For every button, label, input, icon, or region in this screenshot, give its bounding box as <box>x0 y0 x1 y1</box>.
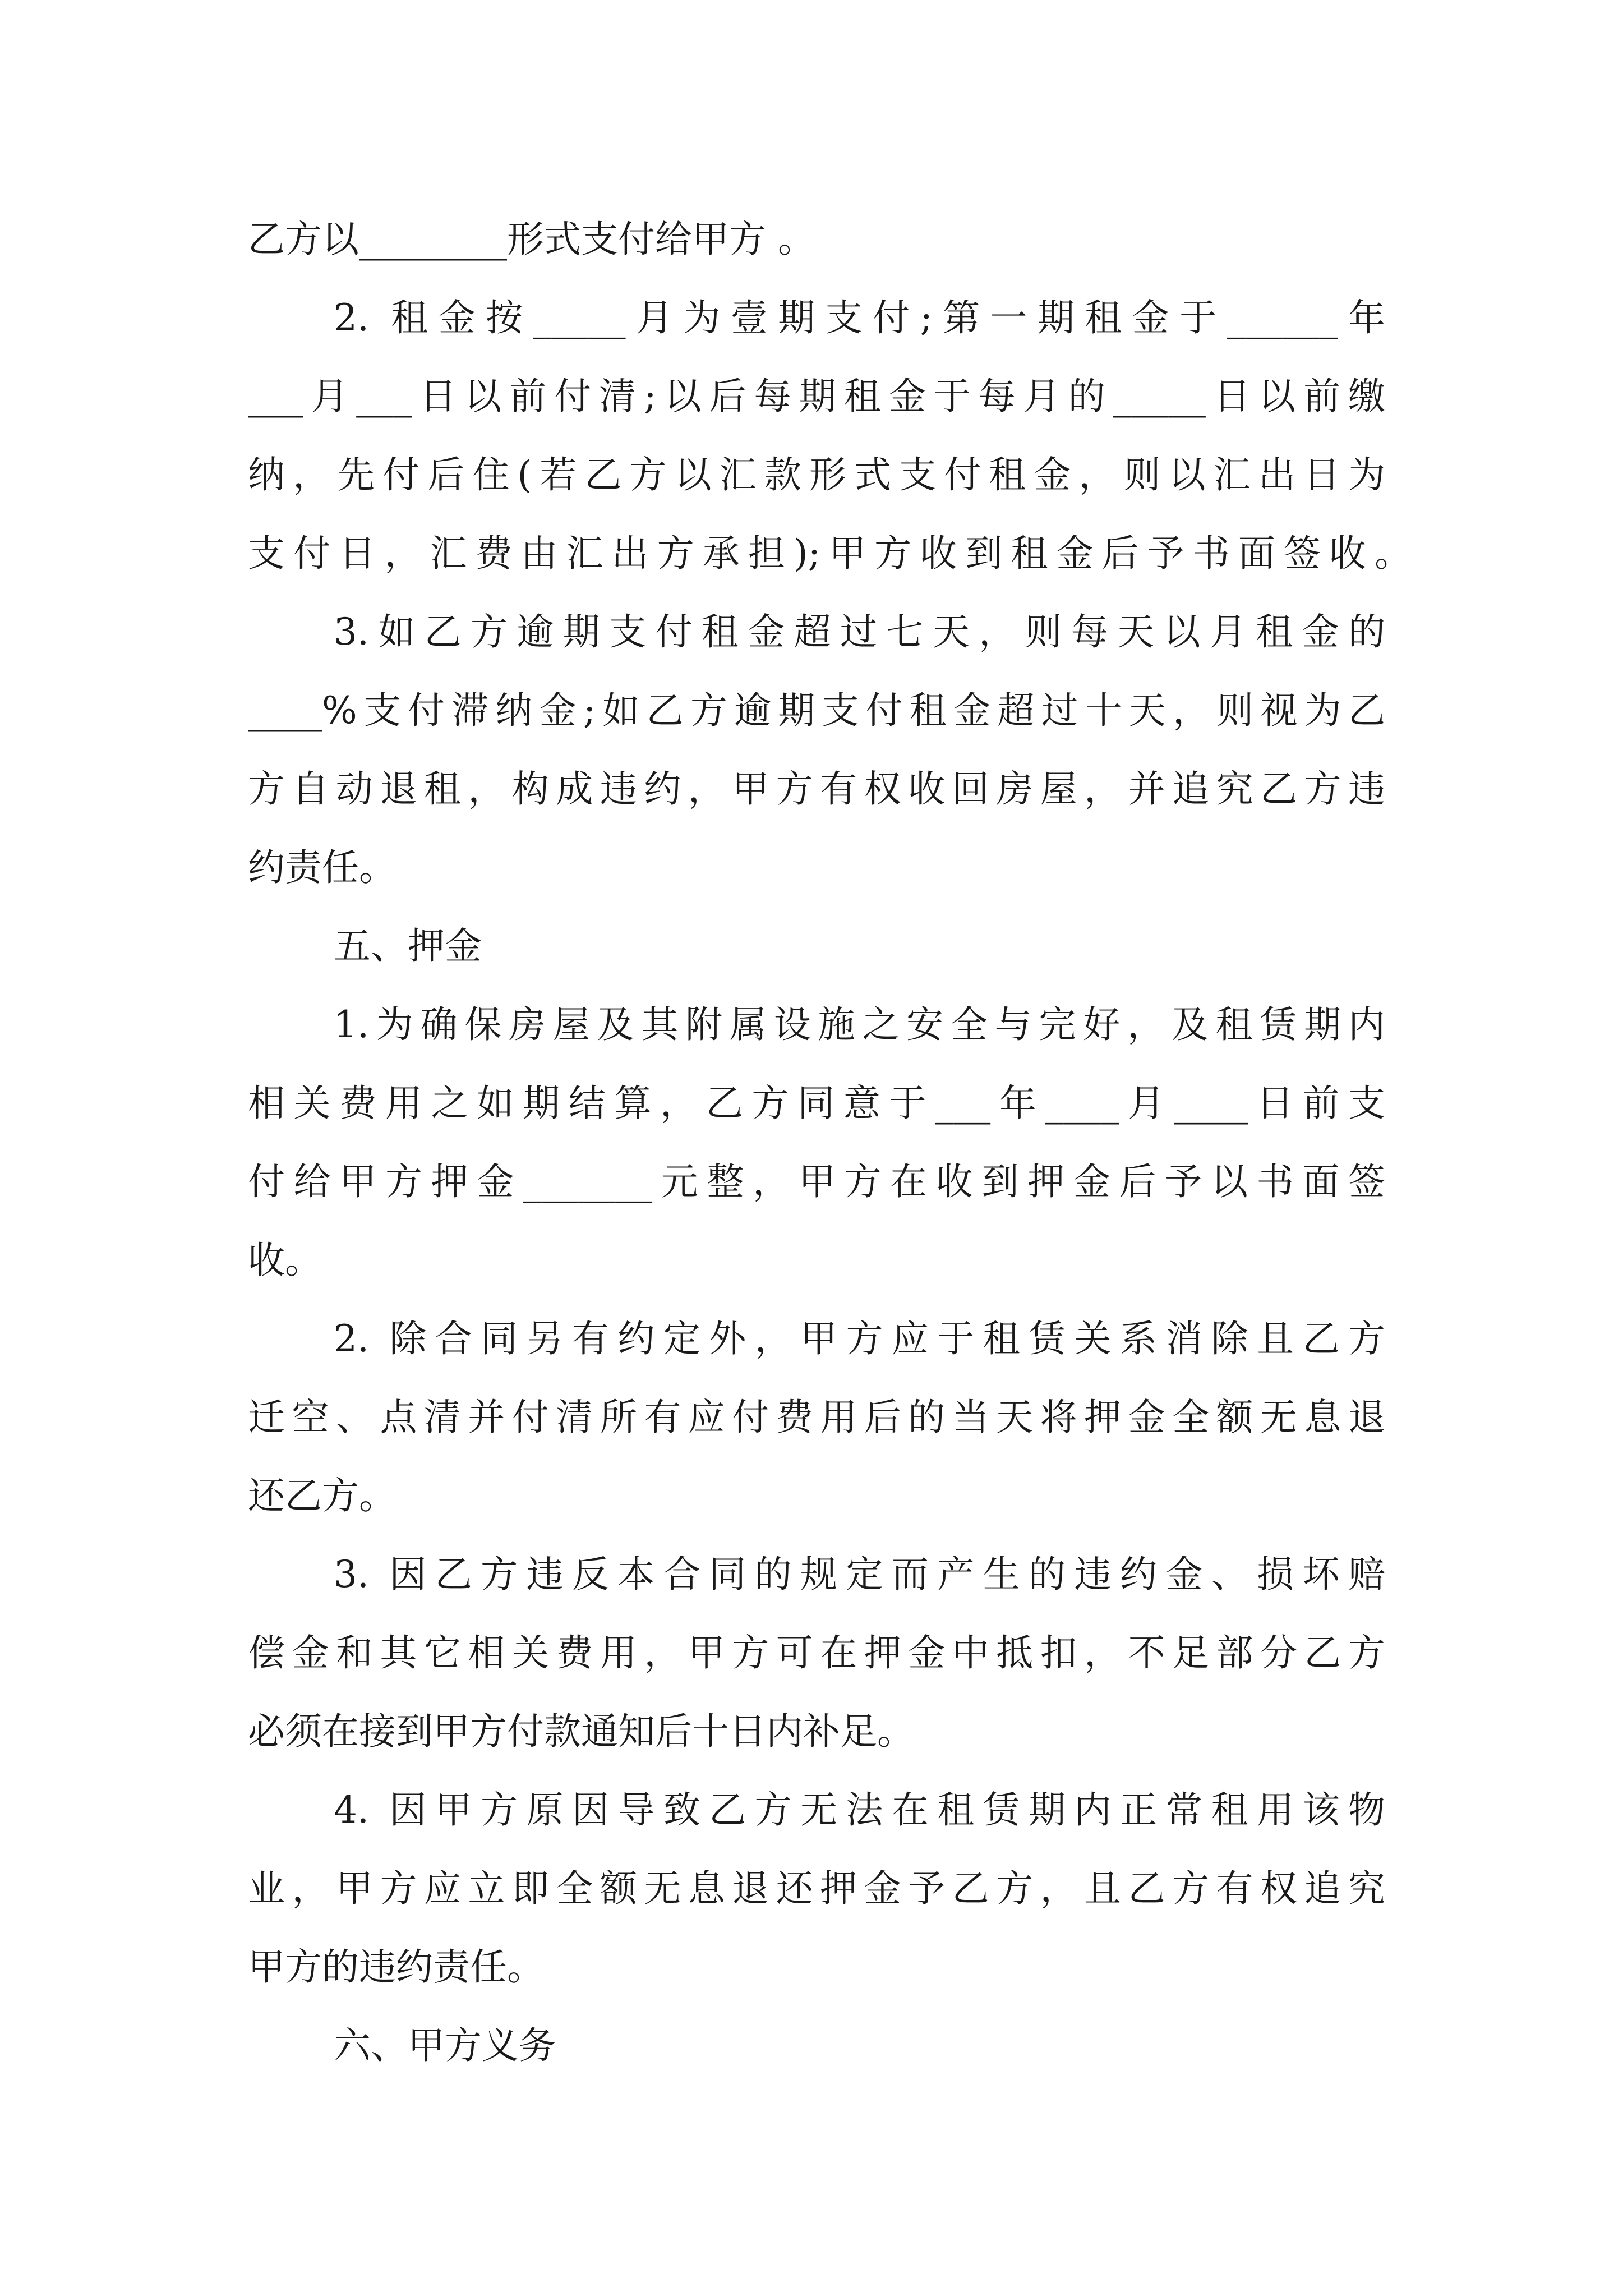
text-line: 约责任。 <box>248 846 396 889</box>
text-line: 支付日，汇费由汇出方承担);甲方收到租金后予书面签收。 <box>248 532 1412 575</box>
text-line: 还乙方。 <box>248 1474 396 1517</box>
text-line: 2. 租金按_____月为壹期支付;第一期租金于______年 <box>334 296 1385 339</box>
text-line: 收。 <box>248 1239 322 1282</box>
text-line: 付给甲方押金_______元整，甲方在收到押金后予以书面签 <box>248 1160 1385 1203</box>
text-line: 1.为确保房屋及其附属设施之安全与完好，及租赁期内 <box>334 1003 1385 1046</box>
text-line: 4. 因甲方原因导致乙方无法在租赁期内正常租用该物 <box>334 1788 1385 1832</box>
text-line: 3.如乙方逾期支付租金超过七天，则每天以月租金的 <box>334 610 1385 654</box>
text-line: 偿金和其它相关费用，甲方可在押金中抵扣，不足部分乙方 <box>248 1631 1385 1674</box>
text-line: 必须在接到甲方付款通知后十日内补足。 <box>248 1710 914 1753</box>
text-line: 相关费用之如期结算，乙方同意于___年____月____日前支 <box>248 1082 1385 1125</box>
text-line: 业，甲方应立即全额无息退还押金予乙方，且乙方有权追究 <box>248 1867 1385 1910</box>
text-line: 甲方的违约责任。 <box>248 1945 544 1989</box>
text-line: 方自动退租，构成违约，甲方有权收回房屋，并追究乙方违 <box>248 767 1385 811</box>
section-heading: 六、甲方义务 <box>334 2024 556 2067</box>
text-line: 3. 因乙方违反本合同的规定而产生的违约金、损坏赔 <box>334 1553 1385 1596</box>
text-line: 迁空、点清并付清所有应付费用后的当天将押金全额无息退 <box>248 1396 1385 1439</box>
text-line: 乙方以________形式支付给甲方 。 <box>248 218 815 261</box>
text-line: ____%支付滞纳金;如乙方逾期支付租金超过十天，则视为乙 <box>248 689 1385 732</box>
text-line: 2. 除合同另有约定外，甲方应于租赁关系消除且乙方 <box>334 1317 1385 1360</box>
section-heading: 五、押金 <box>334 924 482 968</box>
text-line: ___月___日以前付清;以后每期租金于每月的_____日以前缴 <box>248 375 1385 418</box>
text-line: 纳，先付后住(若乙方以汇款形式支付租金，则以汇出日为 <box>248 453 1385 496</box>
